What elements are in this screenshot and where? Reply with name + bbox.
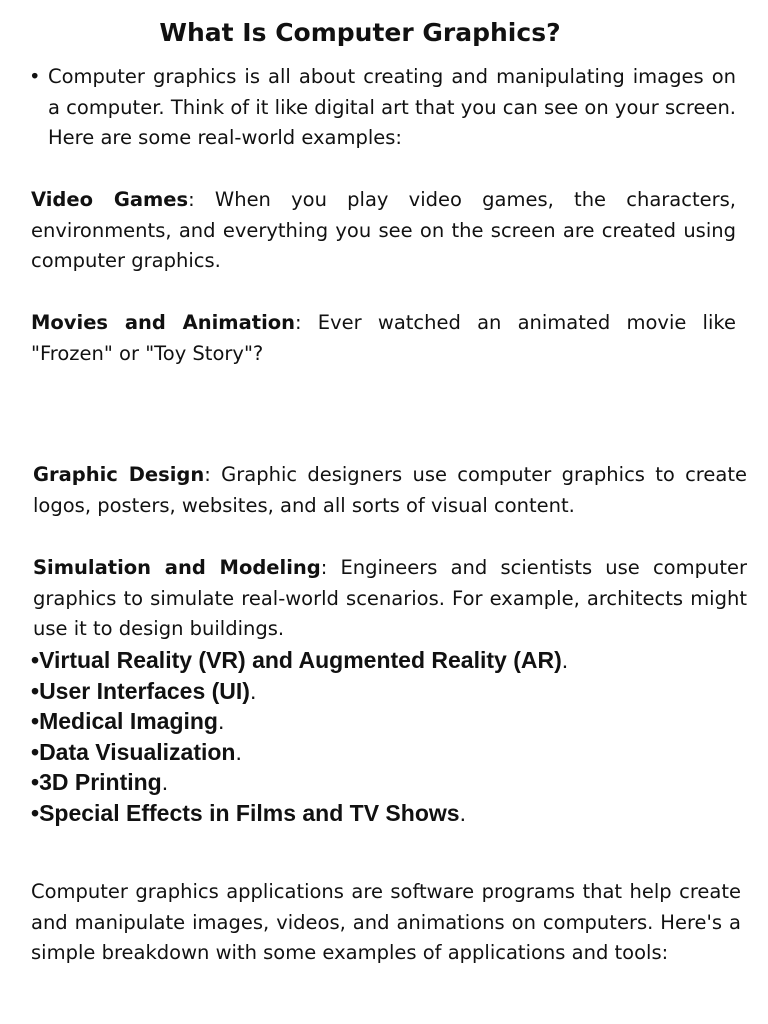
example-video-games xyxy=(31,185,736,277)
example-term: Movies and Animation xyxy=(31,311,296,334)
applications-list xyxy=(31,645,751,829)
list-item-label: Virtual Reality (VR) and Augmented Reality (AR) xyxy=(39,647,562,673)
bullet-dot: • xyxy=(31,769,40,796)
intro-paragraph: Computer graphics is all about creating and manipulating images on a computer. Think of it like digital art that you can see on your screen. Here are some real-world examples: xyxy=(48,65,736,150)
example-text: : When you play video games, the characters, environments, and everything you see on the screen are created using computer graphics. xyxy=(31,188,736,273)
example-graphic-design xyxy=(33,460,747,521)
list-item-label: User Interfaces (UI) xyxy=(39,677,250,704)
list-item-period: . xyxy=(161,769,169,796)
list-item-period: . xyxy=(218,708,225,735)
list-item-label: 3D Printing xyxy=(39,769,162,796)
bullet-dot: • xyxy=(31,738,40,765)
list-item xyxy=(31,798,751,829)
list-item xyxy=(31,676,751,707)
list-item-period: . xyxy=(249,677,257,704)
list-item-label: Special Effects in Films and TV Shows xyxy=(39,799,460,826)
list-item-period: . xyxy=(235,738,242,765)
list-item-period: . xyxy=(459,799,466,826)
list-item-period: . xyxy=(561,647,569,673)
bullet-dot: • xyxy=(31,647,40,673)
example-text: : Engineers and scientists use computer graphics to simulate real-world scenarios. For example, architects might use it to design buildings. xyxy=(33,556,747,641)
bullet-dot: • xyxy=(31,799,40,826)
list-item xyxy=(31,706,751,737)
list-item xyxy=(31,737,751,768)
example-term: Simulation and Modeling xyxy=(33,556,321,579)
intro-bullet: • xyxy=(29,65,41,88)
list-item-label: Data Visualization xyxy=(39,738,236,765)
example-movies-animation xyxy=(31,308,736,369)
example-term: Video Games xyxy=(31,188,189,211)
page-title: What Is Computer Graphics? xyxy=(159,18,561,47)
list-item-label: Medical Imaging xyxy=(39,708,218,735)
bullet-dot: • xyxy=(31,708,40,735)
example-term: Graphic Design xyxy=(33,463,205,486)
closing-paragraph: Computer graphics applications are software programs that help create and manipulate images, videos, and animations on computers. Here's a simple breakdown with some examples of applications and tools: xyxy=(31,880,741,965)
list-item xyxy=(31,767,751,798)
example-text: : Ever watched an animated movie like "Frozen" or "Toy Story"? xyxy=(31,311,736,365)
bullet-dot: • xyxy=(31,677,40,704)
list-item xyxy=(31,645,751,676)
example-text: : Graphic designers use computer graphics to create logos, posters, websites, and all sorts of visual content. xyxy=(33,463,747,517)
example-simulation-modeling xyxy=(33,553,747,645)
